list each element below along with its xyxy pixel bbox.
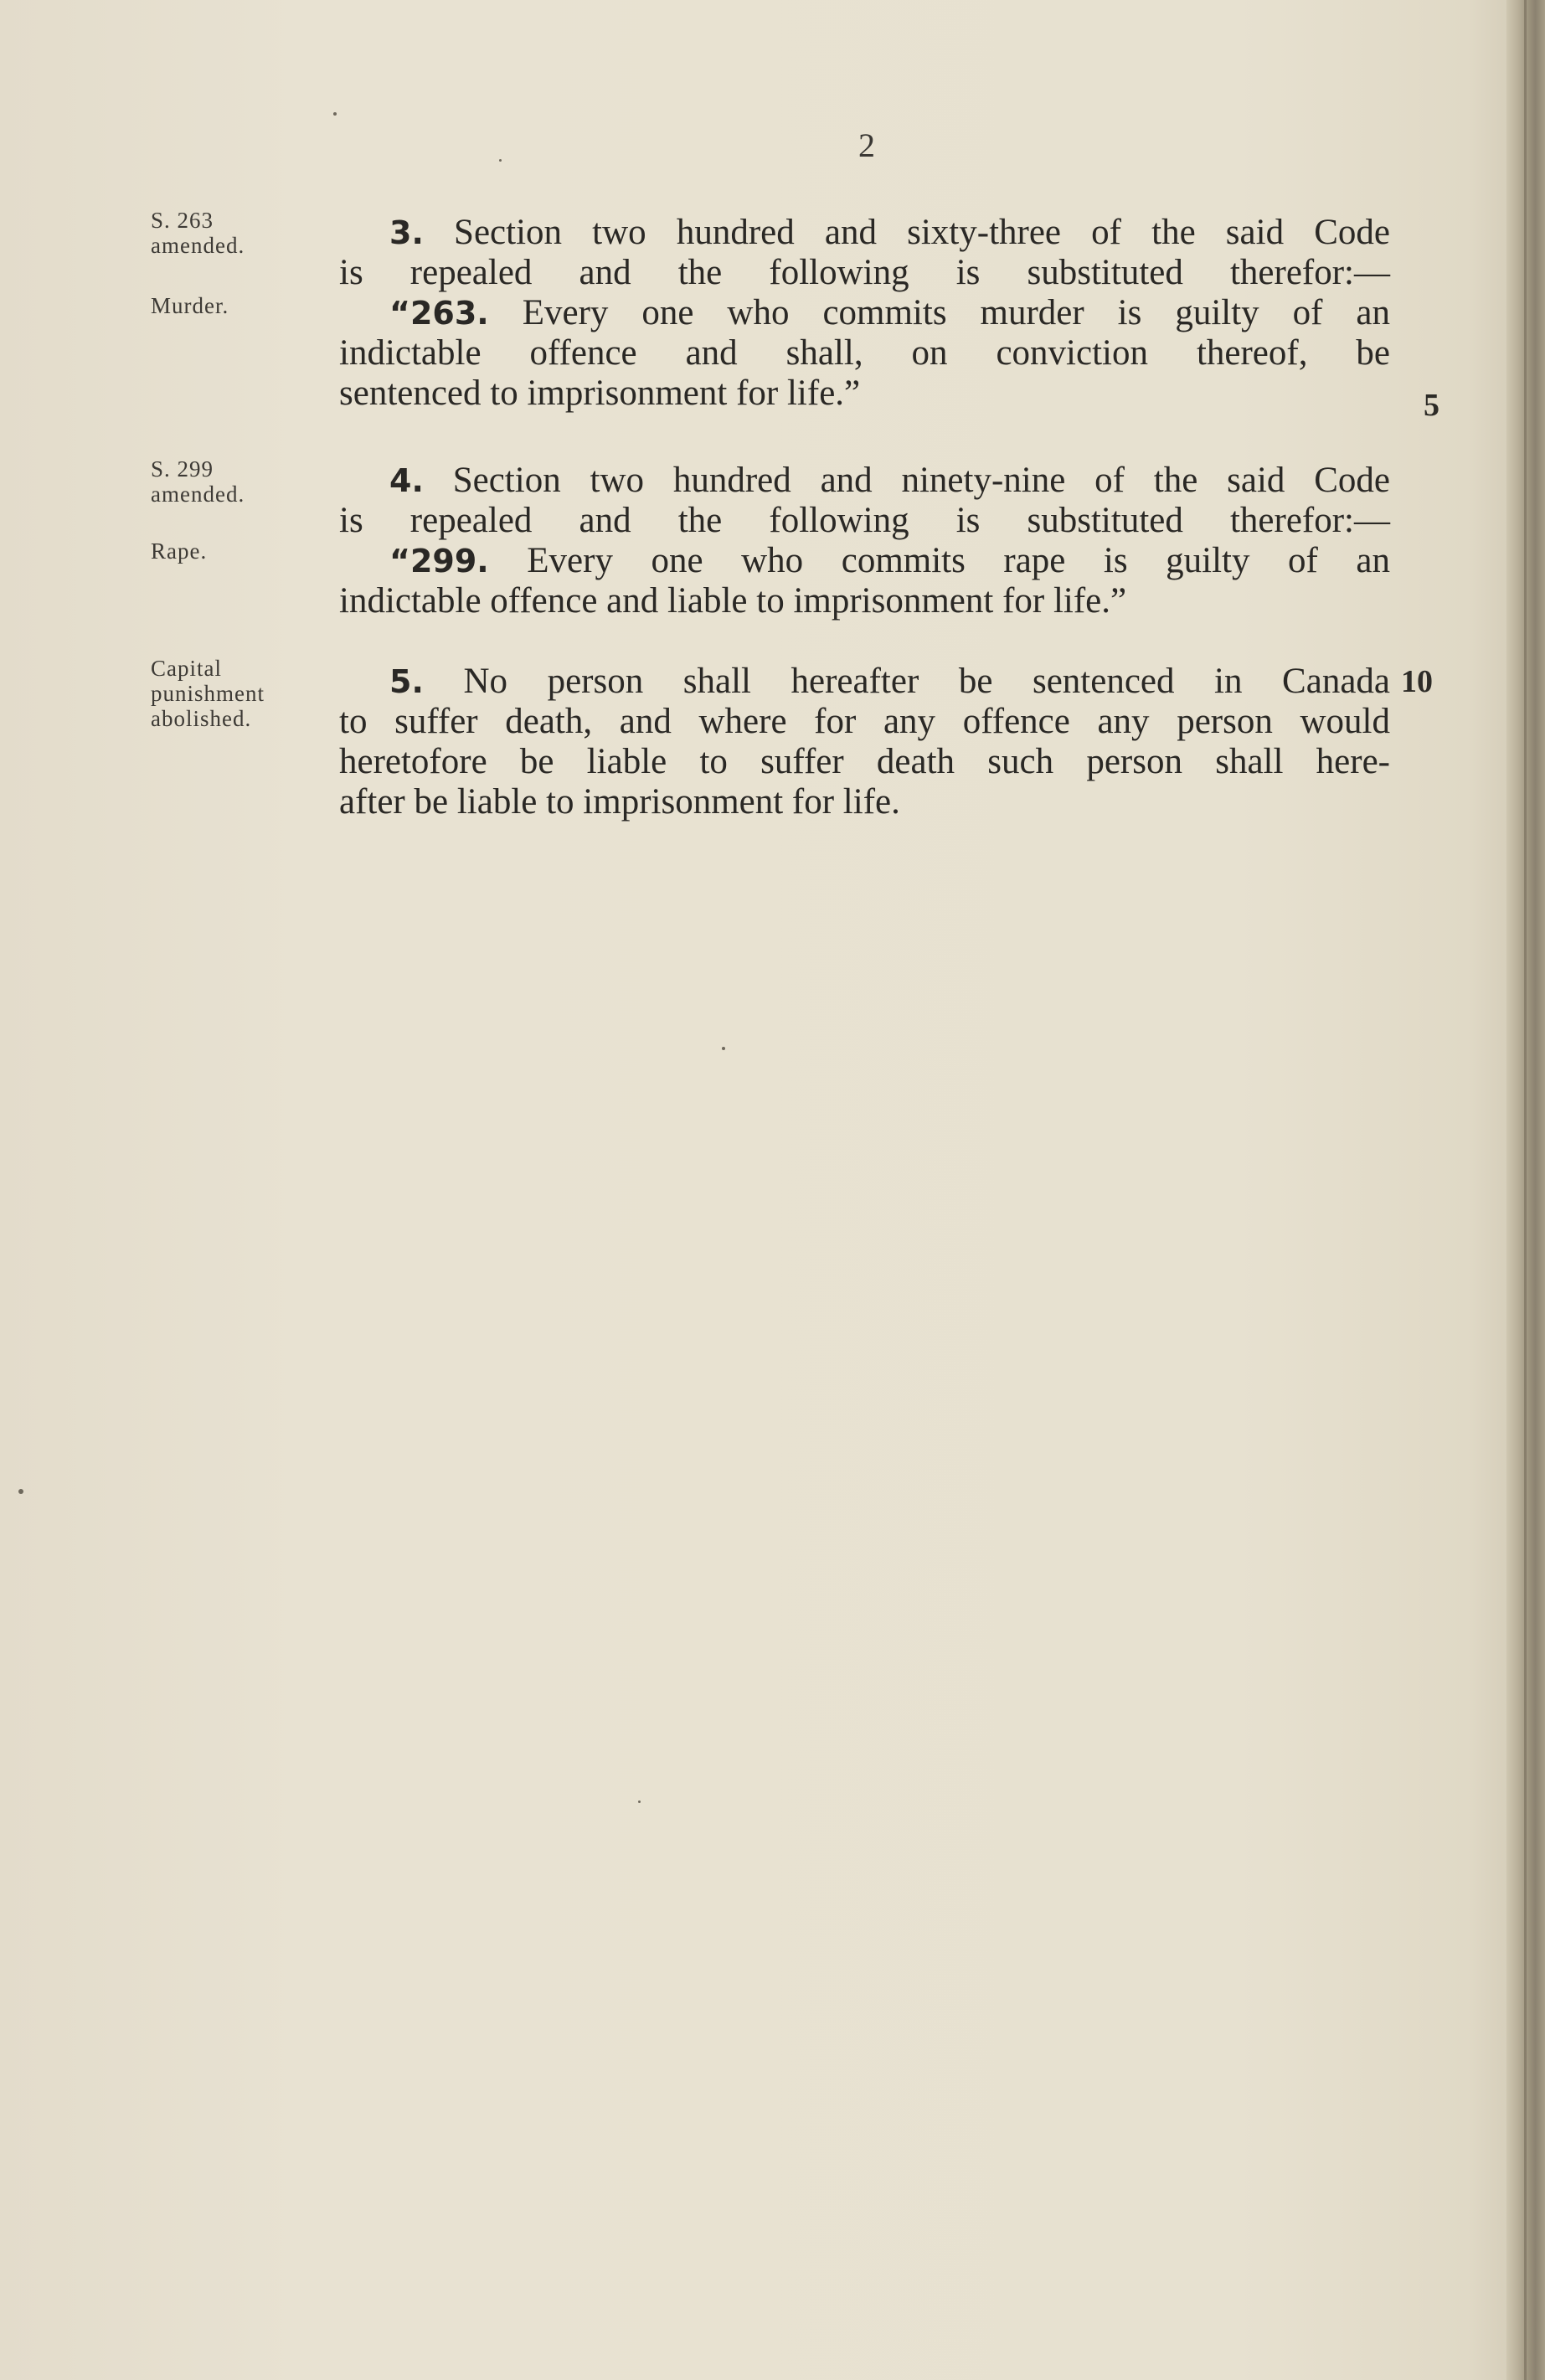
text-line: indictable offence and liable to imprisonment for life.” [339, 581, 1127, 621]
margin-note-line: S. 299 [151, 456, 214, 482]
margin-note-line: Capital [151, 656, 222, 681]
text-line [339, 461, 1390, 501]
section-number: 5. [389, 663, 424, 700]
text-line: is repealed and the following is substituted therefor:— [339, 501, 1390, 540]
quoted-section-number: “299. [389, 543, 489, 580]
text-line: indictable offence and shall, on conviction thereof, be [339, 333, 1390, 373]
margin-note-rape: Rape. [151, 538, 208, 564]
section-text: No person shall hereafter be sentenced in Canada [463, 662, 1390, 701]
margin-note-s263 [151, 208, 245, 258]
paper-speck [722, 1047, 725, 1050]
paper-speck [499, 159, 502, 162]
text-line [339, 213, 1390, 253]
paper-speck [333, 112, 337, 116]
paper-speck [638, 1800, 641, 1803]
section-text: Every one who commits murder is guilty of an [522, 293, 1391, 332]
text-line [339, 541, 1390, 581]
text-line: to suffer death, and where for any offence any person would [339, 702, 1390, 741]
margin-note-murder: Murder. [151, 293, 229, 318]
margin-note-line: S. 263 [151, 208, 214, 233]
margin-note-line: amended. [151, 233, 245, 258]
section-3-paragraph [339, 213, 1390, 414]
text-line: after be liable to imprisonment for life. [339, 782, 900, 822]
paper-speck [18, 1489, 23, 1494]
text-line: heretofore be liable to suffer death such person shall here- [339, 742, 1390, 781]
margin-note-s299 [151, 456, 245, 507]
spine-shadow-line [1524, 0, 1527, 2380]
text-line [339, 293, 1390, 333]
margin-note-line: abolished. [151, 706, 252, 731]
quoted-section-number: “263. [389, 295, 489, 332]
section-4-paragraph [339, 461, 1390, 621]
text-line: is repealed and the following is substituted therefor:— [339, 253, 1390, 292]
text-line: sentenced to imprisonment for life.” [339, 373, 861, 413]
section-number: 3. [389, 214, 424, 251]
text-line [339, 662, 1390, 702]
page-number: 2 [858, 126, 875, 164]
margin-note-line: amended. [151, 482, 245, 507]
line-number-10: 10 [1401, 664, 1433, 699]
section-text: Every one who commits rape is guilty of an [527, 541, 1390, 580]
section-number: 4. [389, 462, 424, 499]
line-number-5: 5 [1424, 388, 1439, 423]
section-text: Section two hundred and sixty-three of the said Code [454, 213, 1390, 252]
section-text: Section two hundred and ninety-nine of the said Code [452, 461, 1390, 500]
margin-note-capital-punishment [151, 656, 265, 731]
margin-note-line: punishment [151, 681, 265, 706]
section-5-paragraph [339, 662, 1390, 822]
